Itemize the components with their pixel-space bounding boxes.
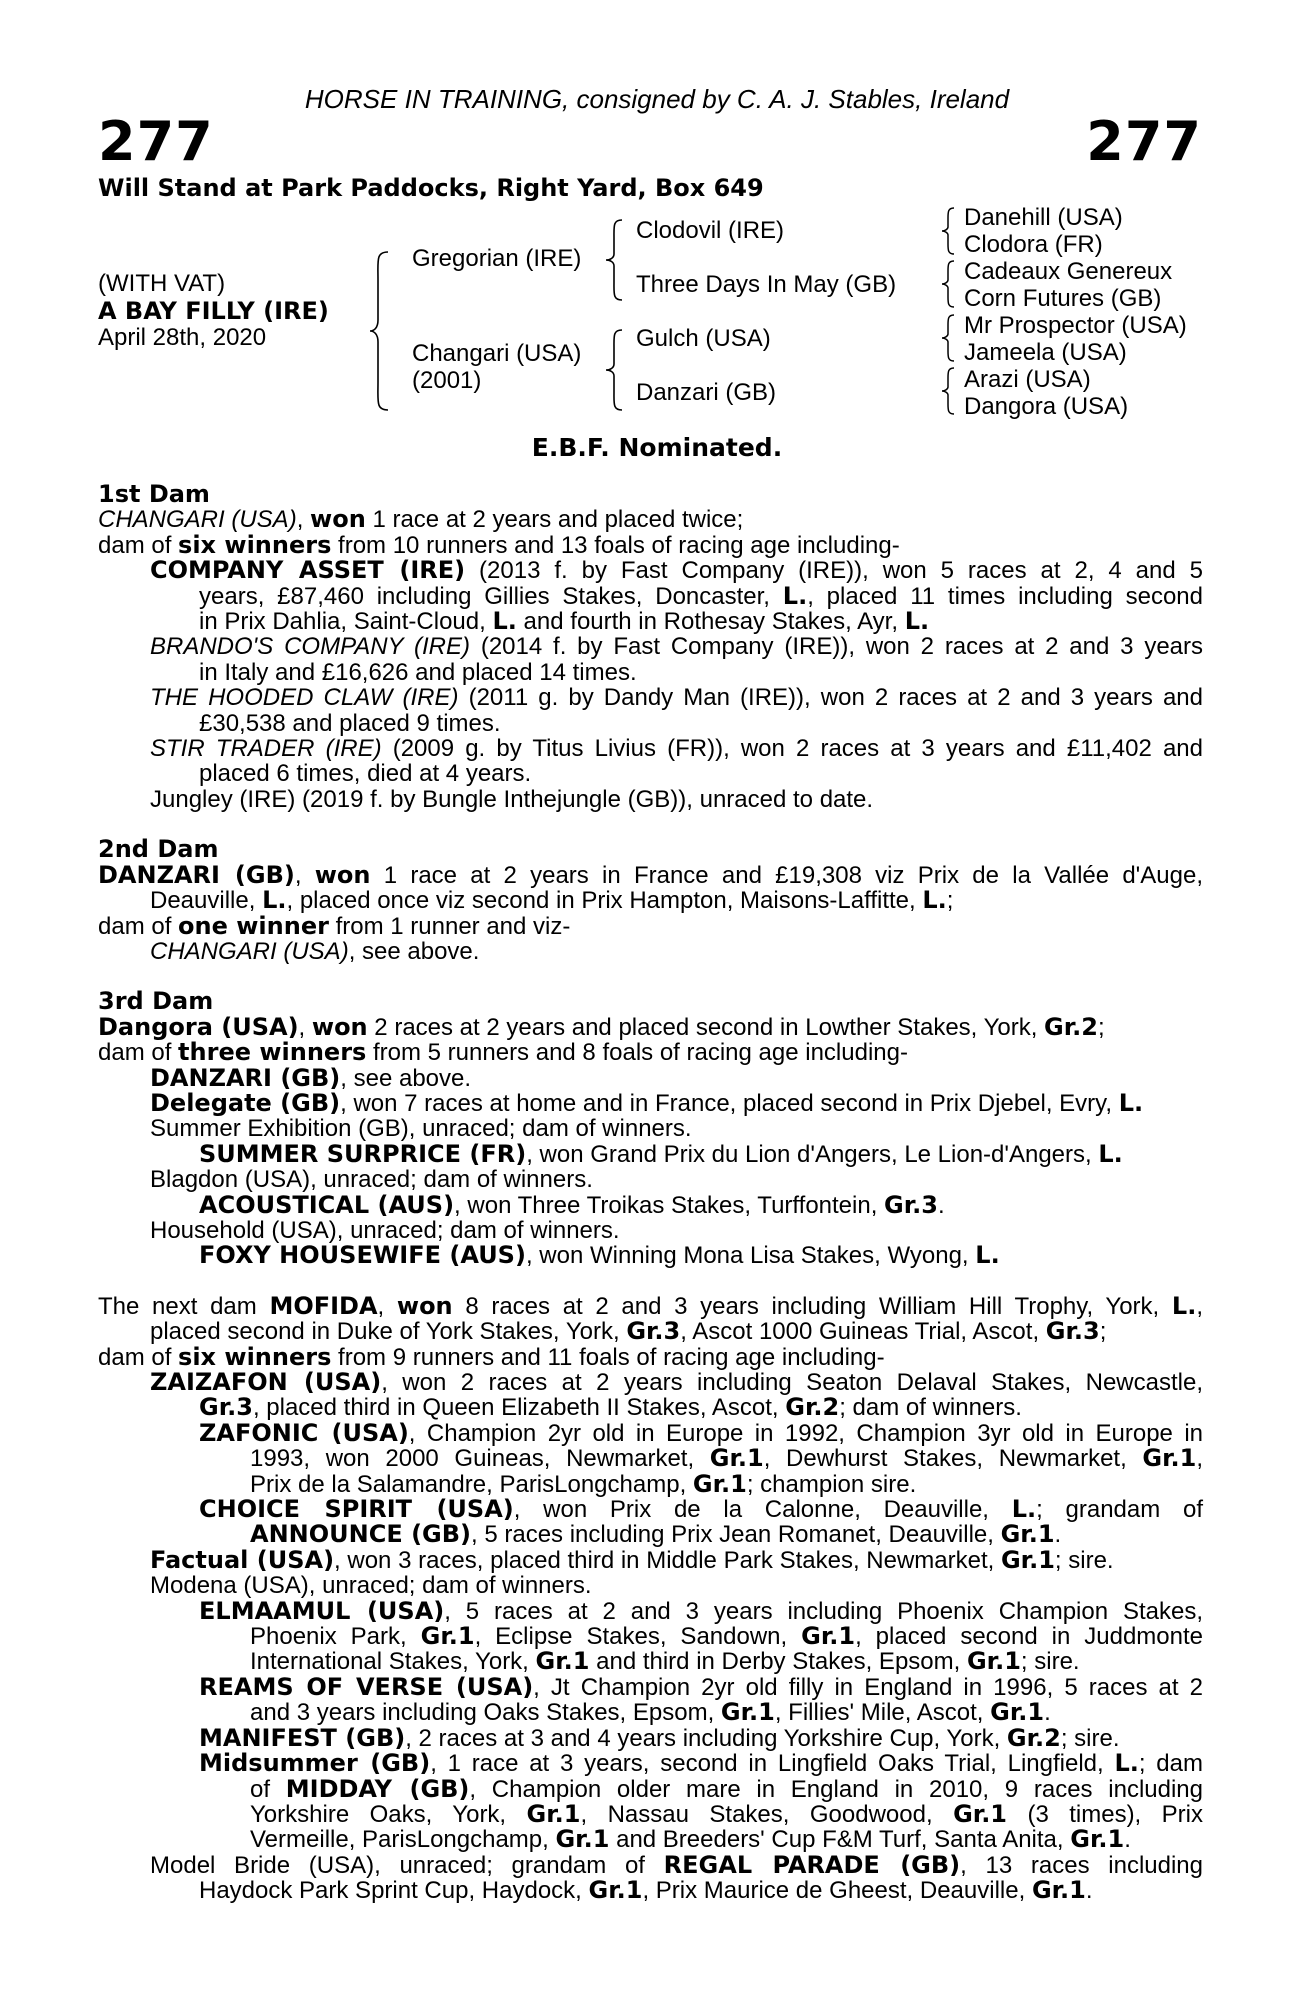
- produce-line: [98, 1751, 1203, 1776]
- race-grade: L.: [492, 607, 517, 636]
- produce-line: [98, 1799, 1203, 1828]
- text: dam of: [98, 531, 179, 559]
- text: ; sire.: [1020, 1648, 1080, 1676]
- produce-line: [98, 1469, 1203, 1498]
- horse-dob: April 28th, 2020: [98, 324, 267, 351]
- text: , Jt Champion 2yr old filly in England in 1996, 5 races at 2: [533, 1673, 1203, 1701]
- text: , Nassau Stakes, Goodwood,: [580, 1800, 954, 1828]
- horse-name: Delegate (GB): [150, 1088, 341, 1117]
- horse-name: CHOICE SPIRIT (USA): [199, 1495, 514, 1524]
- horse-name: STIR TRADER (IRE): [150, 735, 382, 763]
- produce-line: [98, 1878, 1203, 1903]
- text: , placed third in Queen Elizabeth II Stakes, Ascot,: [252, 1394, 786, 1422]
- horse-name: ELMAAMUL (USA): [199, 1596, 445, 1625]
- text: (2014 f. by Fast Company (IRE)), won 2 races at 2 and 3 years: [470, 633, 1204, 661]
- horse-name: MIDDAY (GB): [285, 1774, 470, 1803]
- gg-1: Danehill (USA): [964, 204, 1123, 231]
- brace-6: [940, 313, 956, 363]
- produce-line: [98, 1624, 1203, 1649]
- text: , 1 race at 3 years, second in Lingfield Oaks Trial, Lingfield,: [430, 1750, 1115, 1778]
- dam-sire: Gulch (USA): [636, 325, 771, 352]
- produce-line: [98, 1139, 1203, 1168]
- text: and 3 years including Oaks Stakes, Epsom,: [250, 1699, 721, 1727]
- text: , Ascot 1000 Guineas Trial, Ascot,: [680, 1318, 1046, 1346]
- text: , see above.: [340, 1064, 472, 1092]
- text: 1 race at 2 years in France and £19,308 viz Prix de la Vallée d'Auge,: [370, 861, 1203, 889]
- produce-line: placed 6 times, died at 4 years.: [199, 760, 532, 788]
- text: .: [1124, 1826, 1131, 1854]
- gg-8: Dangora (USA): [964, 393, 1129, 420]
- text: ,: [294, 861, 315, 889]
- text: The next dam: [98, 1292, 270, 1320]
- produce-line: [98, 1672, 1203, 1701]
- produce-line: [98, 558, 1203, 583]
- text: , see above.: [348, 937, 480, 965]
- text: and fourth in Rothesay Stakes, Ayr,: [516, 608, 905, 636]
- produce-line: [98, 1190, 1203, 1219]
- dam-of-line: [98, 1040, 1203, 1065]
- brace-2: [604, 218, 624, 302]
- text: , Champion older mare in England in 2010, 9 races including: [469, 1775, 1203, 1803]
- produce-line: [98, 1446, 1203, 1471]
- gg-2: Clodora (FR): [964, 231, 1103, 258]
- text: 8 races at 2 and 3 years including William Hill Trophy, York,: [452, 1292, 1172, 1320]
- produce-line: [98, 1370, 1203, 1395]
- horse-name: ANNOUNCE (GB): [250, 1520, 472, 1549]
- text: , Prix Maurice de Gheest, Deauville,: [642, 1877, 1032, 1905]
- text: from 1 runner and viz-: [328, 912, 571, 940]
- race-grade: Gr.1: [1070, 1825, 1125, 1854]
- text: , placed once viz second in Prix Hampton, Maisons-Laffitte,: [286, 887, 923, 915]
- produce-line: [98, 581, 1203, 610]
- race-grade: Gr.3: [884, 1190, 938, 1219]
- produce-line: Household (USA), unraced; dam of winners.: [150, 1216, 620, 1244]
- winners-count: six winners: [178, 530, 332, 559]
- produce-line: [98, 1850, 1203, 1879]
- text: .: [937, 1191, 945, 1219]
- produce-line: [98, 685, 1203, 710]
- race-grade: L.: [904, 607, 930, 636]
- text: , won 7 races at home and in France, placed second in Prix Djebel, Evry,: [340, 1089, 1119, 1117]
- text: in Prix Dahlia, Saint-Cloud,: [199, 608, 493, 636]
- next-dam-line: [98, 1319, 1203, 1344]
- race-grade: Gr.3: [1045, 1317, 1100, 1346]
- text: from 9 runners and 11 foals of racing age including-: [331, 1343, 885, 1371]
- produce-line: Jungley (IRE) (2019 f. by Bungle Inthejungle (GB)), unraced to date.: [150, 785, 874, 813]
- text: , won Winning Mona Lisa Stakes, Wyong,: [525, 1242, 976, 1270]
- winners-count: six winners: [178, 1342, 332, 1371]
- dam-year: (2001): [412, 367, 482, 394]
- text: Vermeille, ParisLongchamp,: [250, 1826, 556, 1854]
- dam-name: CHANGARI (USA): [98, 506, 297, 534]
- text: , placed second in Juddmonte: [855, 1623, 1203, 1651]
- race-grade: L.: [975, 1241, 1000, 1270]
- produce-line: £30,538 and placed 9 times.: [199, 709, 501, 737]
- dam: Changari (USA): [412, 340, 582, 367]
- text: .: [1085, 1877, 1093, 1905]
- text: , won 2 races at 2 years including Seaton Delaval Stakes, Newcastle,: [381, 1369, 1204, 1396]
- race-grade: L.: [922, 886, 947, 915]
- race-grade: Gr.2: [1044, 1012, 1098, 1041]
- text: Phoenix Park,: [250, 1623, 421, 1651]
- race-grade: Gr.1: [588, 1876, 643, 1905]
- race-grade: L.: [1114, 1749, 1139, 1778]
- spacer: [98, 964, 1203, 989]
- spacer: [98, 812, 1203, 837]
- spacer: [98, 1269, 1203, 1294]
- dam-name: Dangora (USA): [98, 1012, 299, 1041]
- race-grade: Gr.1: [1142, 1444, 1197, 1473]
- produce-line: [98, 1522, 1203, 1547]
- dam-dam: Danzari (GB): [636, 379, 777, 406]
- lot-number-right: 277: [1086, 110, 1202, 173]
- ebf-nominated: E.B.F. Nominated.: [531, 433, 783, 462]
- produce-line: [98, 1723, 1203, 1752]
- text: (3 times), Prix: [1007, 1800, 1203, 1828]
- dam-line: [98, 888, 1203, 913]
- text: ,: [377, 1292, 397, 1320]
- produce-line: [98, 609, 1203, 634]
- horse-name: REGAL PARADE (GB): [663, 1850, 961, 1879]
- horse-name: CHANGARI (USA): [150, 937, 349, 965]
- next-dam-line: [98, 1291, 1203, 1320]
- text: ; sire.: [1060, 1724, 1120, 1752]
- horse-name: DANZARI (GB): [150, 1063, 341, 1092]
- race-grade: Gr.1: [990, 1698, 1045, 1727]
- produce-line: [98, 1497, 1203, 1522]
- horse-name: Midsummer (GB): [199, 1749, 431, 1778]
- text: , won Prix de la Calonne, Deauville,: [513, 1496, 1012, 1524]
- text: 1993, won 2000 Guineas, Newmarket,: [250, 1445, 710, 1473]
- text: 1 race at 2 years and placed twice;: [365, 506, 744, 534]
- text: dam of: [98, 912, 179, 940]
- race-grade: Gr.1: [692, 1469, 747, 1498]
- race-grade: L.: [1171, 1291, 1197, 1320]
- text: , won Three Troikas Stakes, Turffontein,: [454, 1191, 885, 1219]
- lot-number-left: 277: [98, 110, 214, 173]
- race-grade: L.: [1118, 1088, 1144, 1117]
- text: ; dam: [1138, 1750, 1203, 1778]
- race-grade: Gr.1: [709, 1444, 764, 1473]
- text: 2 races at 2 years and placed second in Lowther Stakes, York,: [367, 1013, 1045, 1041]
- race-grade: Gr.2: [1006, 1723, 1061, 1752]
- horse-name: MANIFEST (GB): [199, 1723, 406, 1752]
- produce-line: [98, 939, 1203, 964]
- race-grade: Gr.3: [626, 1317, 681, 1346]
- dam-of-line: [98, 911, 1203, 940]
- text: from 10 runners and 13 foals of racing age including-: [331, 531, 900, 559]
- text: International Stakes, York,: [250, 1648, 536, 1676]
- text: , 5 races at 2 and 3 years including Phoenix Champion Stakes,: [444, 1597, 1204, 1625]
- dam-name: MOFIDA: [269, 1291, 378, 1320]
- horse-name: REAMS OF VERSE (USA): [199, 1672, 534, 1701]
- text: ,: [1196, 1445, 1203, 1473]
- produce-line: [98, 634, 1203, 659]
- brace-5: [940, 259, 956, 309]
- won-label: won: [396, 1291, 453, 1320]
- text: , won 3 races, placed third in Middle Park Stakes, Newmarket,: [334, 1546, 1001, 1574]
- produce-line: [98, 1596, 1204, 1625]
- produce-line: [98, 1088, 1203, 1117]
- race-grade: Gr.1: [953, 1799, 1008, 1828]
- text: ,: [298, 1013, 312, 1041]
- horse-name: ZAFONIC (USA): [199, 1418, 409, 1447]
- text: , won Grand Prix du Lion d'Angers, Le Lion-d'Angers,: [526, 1140, 1099, 1168]
- race-grade: Gr.1: [420, 1622, 475, 1651]
- horse-name: FOXY HOUSEWIFE (AUS): [199, 1241, 526, 1270]
- dam-name: DANZARI (GB): [98, 860, 295, 889]
- text: , 13 races including: [960, 1851, 1203, 1879]
- produce-line: [98, 1545, 1203, 1574]
- text: from 5 runners and 8 foals of racing age including-: [366, 1039, 908, 1067]
- horse-name: BRANDO'S COMPANY (IRE): [150, 633, 471, 661]
- race-grade: Gr.1: [720, 1698, 775, 1727]
- text: of: [250, 1775, 286, 1803]
- race-grade: Gr.2: [785, 1393, 840, 1422]
- horse-name: SUMMER SURPRICE (FR): [199, 1139, 527, 1168]
- produce-line: [98, 1774, 1203, 1803]
- horse-name: A BAY FILLY (IRE): [98, 297, 329, 325]
- sire-dam: Three Days In May (GB): [636, 271, 897, 298]
- text: Model Bride (USA), unraced; grandam of: [150, 1851, 664, 1879]
- text: Prix de la Salamandre, ParisLongchamp,: [250, 1470, 693, 1498]
- produce-line: [98, 1395, 1203, 1420]
- produce-line: [98, 1063, 1203, 1092]
- gg-7: Arazi (USA): [964, 366, 1091, 393]
- won-label: won: [314, 860, 371, 889]
- produce-line: [98, 1243, 1203, 1268]
- text: , Champion 2yr old in Europe in 1992, Champion 3yr old in Europe in: [408, 1419, 1203, 1447]
- text: , 5 races including Prix Jean Romanet, Deauville,: [471, 1521, 1001, 1549]
- race-grade: Gr.1: [1000, 1545, 1055, 1574]
- text: years, £87,460 including Gillies Stakes, Doncaster,: [199, 582, 783, 610]
- produce-line: Summer Exhibition (GB), unraced; dam of winners.: [150, 1115, 692, 1143]
- produce-line: [98, 1418, 1203, 1447]
- vat-note: (WITH VAT): [98, 270, 226, 297]
- won-label: won: [310, 505, 366, 534]
- race-grade: Gr.1: [535, 1647, 590, 1676]
- dam-line: [98, 860, 1203, 889]
- text: and Breeders' Cup F&M Turf, Santa Anita,: [609, 1826, 1071, 1854]
- stand-location: Will Stand at Park Paddocks, Right Yard, Box 649: [98, 174, 764, 202]
- race-grade: Gr.1: [801, 1622, 856, 1651]
- race-grade: Gr.1: [1031, 1876, 1086, 1905]
- race-grade: Gr.3: [199, 1393, 253, 1422]
- gg-4: Corn Futures (GB): [964, 285, 1162, 312]
- text: ; dam of winners.: [839, 1394, 1022, 1422]
- sire-sire: Clodovil (IRE): [636, 217, 785, 244]
- horse-name: THE HOODED CLAW (IRE): [150, 684, 459, 712]
- gg-5: Mr Prospector (USA): [964, 312, 1187, 339]
- race-grade: Gr.1: [526, 1799, 581, 1828]
- text: ,: [1196, 1292, 1203, 1320]
- text: ;: [1097, 1013, 1105, 1041]
- text: , Fillies' Mile, Ascot,: [774, 1699, 991, 1727]
- produce-line: [98, 1700, 1203, 1725]
- horse-name: Factual (USA): [150, 1545, 335, 1574]
- produce-line: [98, 1649, 1203, 1674]
- horse-name: ACOUSTICAL (AUS): [199, 1190, 455, 1219]
- text: Yorkshire Oaks, York,: [250, 1800, 527, 1828]
- text: .: [1054, 1521, 1062, 1549]
- brace-3: [604, 328, 624, 412]
- horse-name: COMPANY ASSET (IRE): [150, 556, 466, 585]
- text: ;: [1099, 1318, 1107, 1346]
- brace-4: [940, 206, 956, 256]
- text: ; sire.: [1054, 1546, 1114, 1574]
- text: , 2 races at 3 and 4 years including Yorkshire Cup, York,: [405, 1724, 1007, 1752]
- race-grade: L.: [262, 886, 287, 915]
- text: ,: [296, 506, 311, 534]
- brace-7: [940, 366, 956, 416]
- race-grade: Gr.1: [555, 1825, 610, 1854]
- produce-line: Blagdon (USA), unraced; dam of winners.: [150, 1166, 593, 1194]
- gg-3: Cadeaux Genereux: [964, 258, 1173, 285]
- section-heading-1st-dam: 1st Dam: [98, 480, 210, 508]
- race-grade: L.: [782, 581, 808, 610]
- produce-record: [98, 482, 1203, 1904]
- race-grade: L.: [1011, 1495, 1037, 1524]
- winners-count: one winner: [178, 911, 329, 940]
- text: dam of: [98, 1039, 179, 1067]
- text: ;: [946, 887, 954, 915]
- section-heading-3rd-dam: 3rd Dam: [98, 987, 214, 1016]
- won-label: won: [311, 1012, 368, 1041]
- produce-line: Modena (USA), unraced; dam of winners.: [150, 1572, 592, 1600]
- text: Deauville,: [150, 887, 263, 915]
- text: placed second in Duke of York Stakes, York,: [150, 1318, 627, 1346]
- text: (2009 g. by Titus Livius (FR)), won 2 races at 3 years and £11,402 and: [381, 735, 1203, 763]
- produce-line: [98, 1827, 1203, 1852]
- brace-1: [368, 250, 390, 412]
- dam-of-line: [98, 530, 1203, 559]
- consignment-line: HORSE IN TRAINING, consigned by C. A. J. Stables, Ireland: [304, 84, 1010, 114]
- text: .: [1044, 1699, 1051, 1727]
- produce-line: in Italy and £16,626 and placed 14 times.: [199, 658, 637, 686]
- race-grade: Gr.1: [1000, 1520, 1055, 1549]
- text: (2011 g. by Dandy Man (IRE)), won 2 races at 2 and 3 years and: [458, 684, 1203, 712]
- text: , Dewhurst Stakes, Newmarket,: [763, 1445, 1143, 1473]
- text: ; champion sire.: [746, 1470, 917, 1498]
- section-heading-2nd-dam: 2nd Dam: [98, 835, 219, 864]
- sire: Gregorian (IRE): [412, 245, 582, 272]
- race-grade: Gr.1: [966, 1647, 1021, 1676]
- text: dam of: [98, 1343, 179, 1371]
- dam-line: [98, 1012, 1203, 1041]
- gg-6: Jameela (USA): [964, 339, 1127, 366]
- dam-of-line: [98, 1342, 1203, 1371]
- text: Haydock Park Sprint Cup, Haydock,: [199, 1877, 589, 1905]
- text: , Eclipse Stakes, Sandown,: [474, 1623, 802, 1651]
- text: and third in Derby Stakes, Epsom,: [589, 1648, 967, 1676]
- produce-line: [98, 736, 1203, 761]
- dam-line: [98, 507, 1203, 532]
- winners-count: three winners: [178, 1038, 367, 1067]
- text: ; grandam of: [1036, 1496, 1203, 1524]
- text: , placed 11 times including second: [807, 582, 1203, 610]
- text: (2013 f. by Fast Company (IRE)), won 5 races at 2, 4 and 5: [465, 557, 1203, 585]
- horse-name: ZAIZAFON (USA): [150, 1368, 382, 1396]
- race-grade: L.: [1098, 1139, 1123, 1168]
